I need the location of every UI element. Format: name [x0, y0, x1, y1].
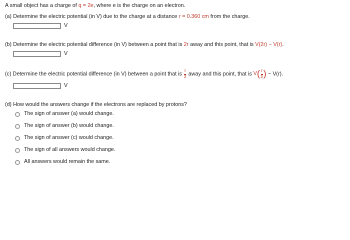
part-b-label: (b): [5, 42, 12, 48]
part-b-pre: Determine the electric potential difference (in V) between a point that is: [13, 42, 184, 48]
part-c-unit: V: [64, 82, 68, 89]
option-e-radio[interactable]: [15, 160, 20, 165]
part-c-question: [5, 69, 283, 79]
part-c-expression: V( $\frac{r}{2}$ ): [253, 68, 267, 79]
option-b-label[interactable]: The sign of answer (b) would change.: [24, 123, 114, 129]
part-b-distance: 2r: [183, 42, 189, 48]
option-d-radio[interactable]: [15, 148, 20, 153]
part-b-post: .: [282, 42, 284, 48]
part-b-expression: V(2r) − V(r): [255, 42, 283, 48]
option-b-radio[interactable]: [15, 124, 20, 129]
part-d-text: How would the answers change if the electrons are replaced by protons?: [13, 102, 187, 108]
option-c-label[interactable]: The sign of answer (c) would change.: [24, 135, 114, 141]
part-a-label: (a): [5, 14, 12, 20]
part-c-fraction-numerator: r: [184, 68, 186, 74]
part-b-question: [5, 42, 284, 49]
option-c-radio[interactable]: [15, 136, 20, 141]
part-c-expr-fraction: $\frac{r}{2}$: [260, 68, 263, 79]
problem-intro: [5, 3, 185, 10]
part-a-post: from the charge.: [208, 14, 250, 20]
intro-pre: A small object has a charge of: [5, 3, 79, 9]
part-c-mid: away and this point, that is: [186, 71, 254, 78]
part-b-answer-input[interactable]: [13, 51, 61, 57]
part-c-label: (c): [5, 71, 12, 78]
part-c-pre: Determine the electric potential difference (in V) between a point that is: [12, 71, 184, 78]
part-d-label: (d): [5, 102, 12, 108]
part-c-fraction-denominator: 2: [184, 73, 187, 79]
option-a-radio[interactable]: [15, 112, 20, 117]
option-d-label[interactable]: The sign of all answers would change.: [24, 147, 116, 153]
part-b-mid: away and this point, that is: [188, 42, 256, 48]
part-a-question: [5, 14, 250, 21]
part-a-distance: r = 0.360 cm: [178, 14, 209, 20]
part-c-answer-input[interactable]: [13, 83, 61, 89]
charge-value: q = 2e: [78, 3, 94, 9]
part-c-v-prefix: V: [253, 71, 258, 78]
part-b-unit: V: [64, 50, 68, 57]
option-a-label[interactable]: The sign of answer (a) would change.: [24, 111, 114, 117]
part-d-question: [5, 102, 187, 109]
part-a-unit: V: [64, 22, 68, 29]
part-a-answer-input[interactable]: [13, 23, 61, 29]
intro-post: , where e is the charge on an electron.: [93, 3, 186, 9]
part-a-pre: Determine the electric potential (in V) due to the charge at a distance: [13, 14, 179, 20]
part-c-v-suffix: − V(r).: [266, 71, 284, 78]
option-e-label[interactable]: All answers would remain the same.: [24, 159, 111, 165]
